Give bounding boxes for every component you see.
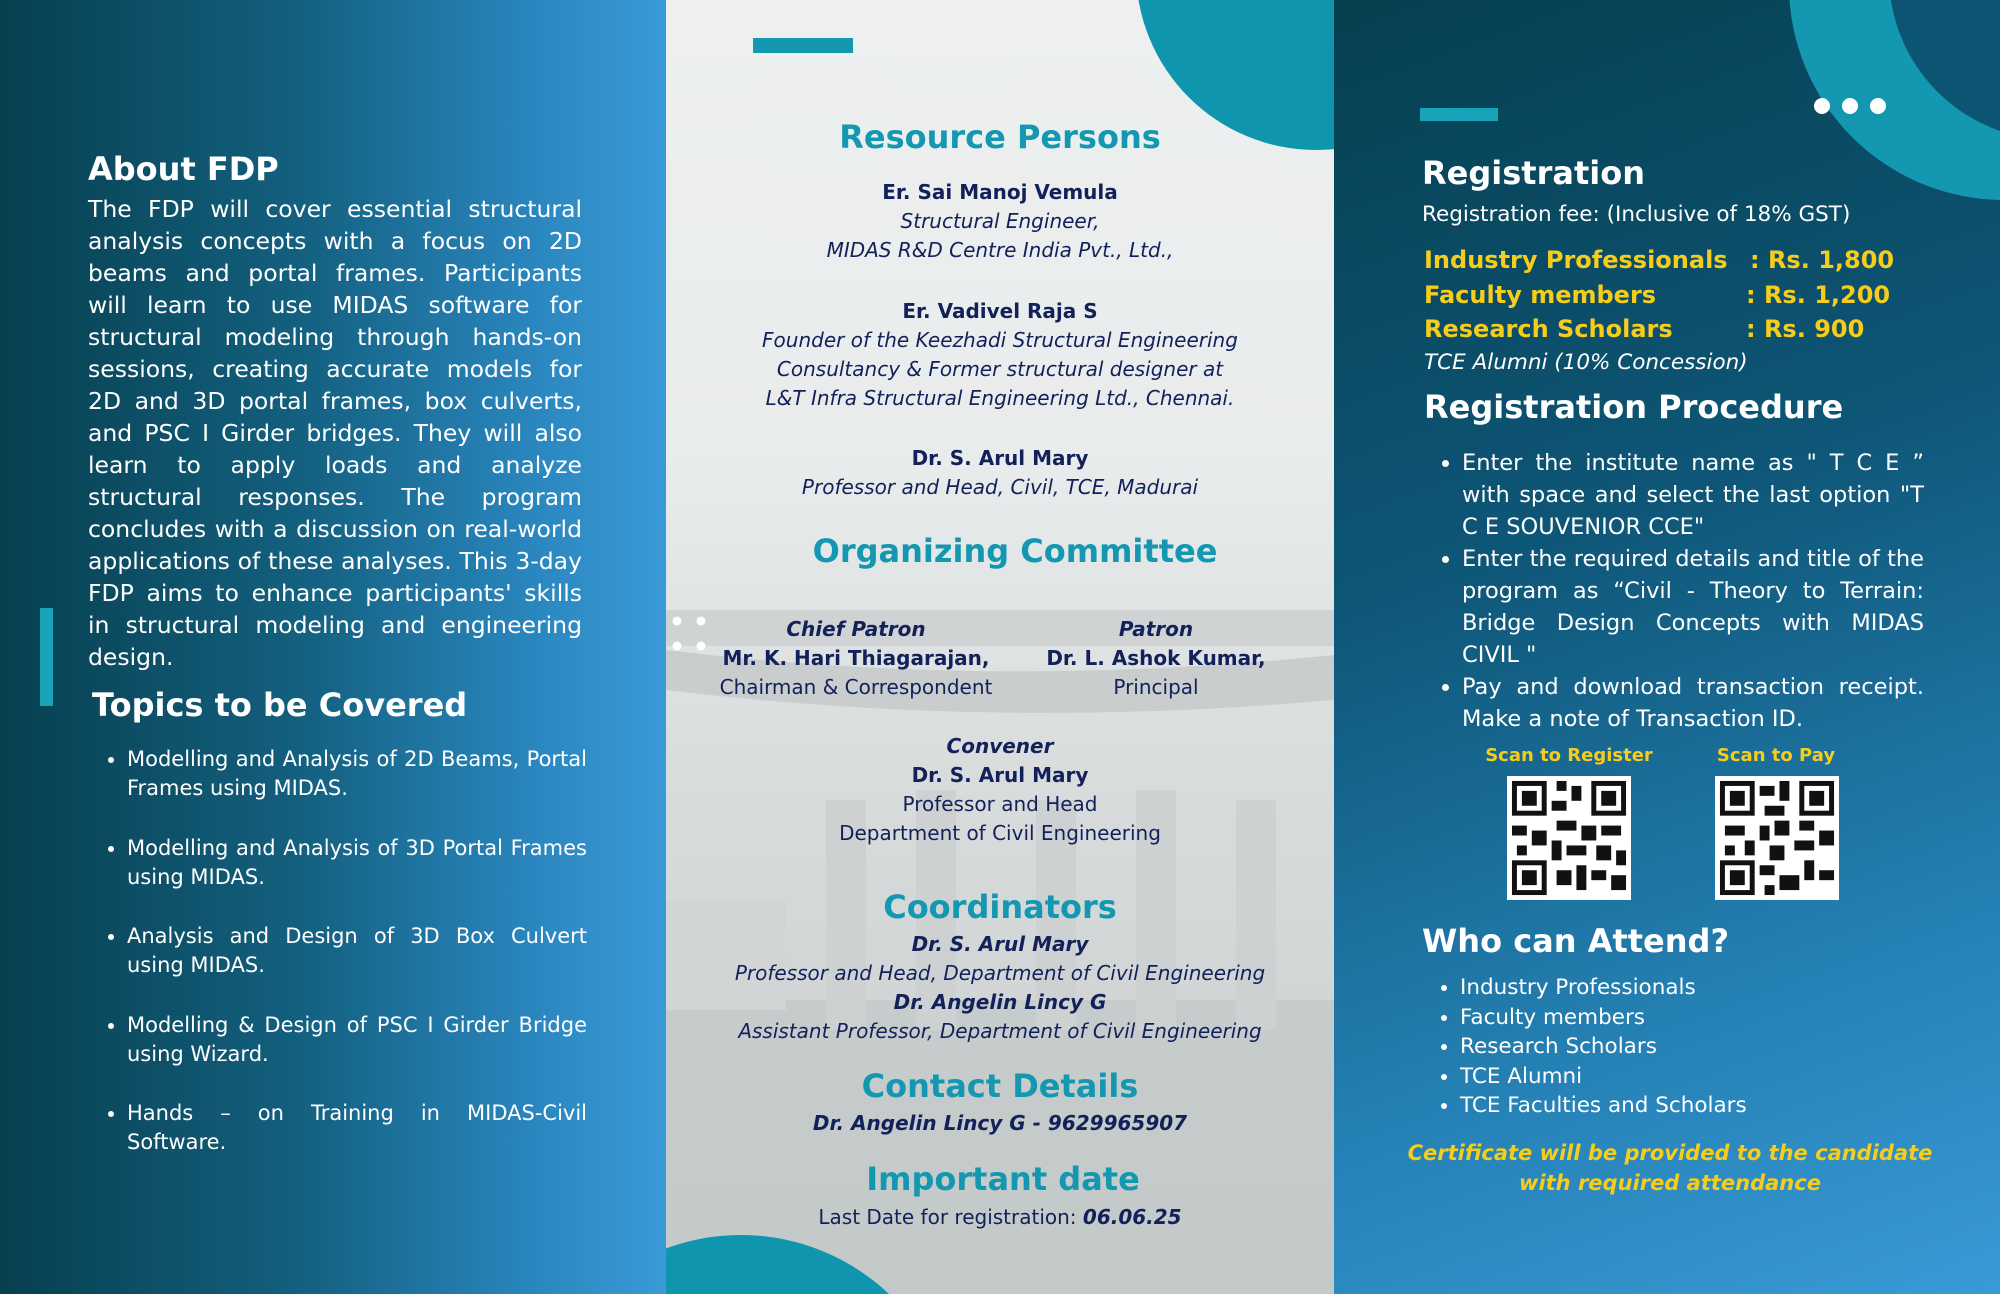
fee-row (1424, 281, 1904, 315)
person-title: Assistant Professor, Department of Civil Engineering (738, 1019, 1262, 1043)
committee-title: Organizing Committee (812, 532, 1218, 570)
patron (1046, 615, 1266, 702)
fee-note: Registration fee: (Inclusive of 18% GST) (1422, 202, 1851, 227)
left-panel (0, 0, 666, 1294)
topic-item: • Modelling and Analysis of 3D Portal Frames using MIDAS. (127, 834, 587, 923)
resource-person-3 (666, 444, 1334, 502)
who-item: • Research Scholars (1460, 1032, 1747, 1062)
alumni-note: TCE Alumni (10% Concession) (1424, 350, 1748, 375)
about-text: The FDP will cover essential structural analysis concepts with a focus on 2D beams and portal frames. Participants will learn to use MIDAS software for structural modeling through hands-on sessions, creating accurate models for 2D and 3D portal frames, box culverts, and PSC I Girder bridges. They will also learn to apply loads and analyze structural responses. The program concludes with a discussion on real-world applications of these analyses. This 3-day FDP aims to enhance participants' skills in structural modeling and engineering design. (88, 195, 582, 671)
register-qr-code[interactable] (1507, 776, 1631, 900)
pay-qr-code[interactable] (1715, 776, 1839, 900)
accent-dash (753, 38, 853, 53)
role-label: Patron (1118, 617, 1194, 641)
contact-title: Contact Details (861, 1067, 1139, 1105)
procedure-list (1462, 447, 1924, 735)
resource-person-2 (666, 297, 1334, 413)
important-date-title: Important date (866, 1160, 1140, 1198)
person-name: Mr. K. Hari Thiagarajan, (722, 646, 990, 670)
topic-item: • Modelling & Design of PSC I Girder Bridge using Wizard. (127, 1011, 587, 1100)
last-date-label: Last Date for registration: (818, 1205, 1083, 1229)
person-title: Professor and Head, Department of Civil Engineering (734, 961, 1266, 985)
qr-code-icon (1507, 776, 1631, 900)
topics-list (127, 745, 587, 1188)
who-list (1460, 973, 1747, 1121)
person-title: Principal (1113, 675, 1199, 699)
who-item: • TCE Alumni (1460, 1062, 1747, 1092)
person-name: Er. Vadivel Raja S (902, 299, 1098, 323)
scan-pay-label: Scan to Pay (1716, 745, 1836, 766)
registration-title: Registration (1422, 154, 1645, 192)
resource-person-1 (666, 178, 1334, 265)
person-title: Professor and Head (902, 792, 1098, 816)
right-panel (1334, 0, 2000, 1294)
fee-row (1424, 246, 1904, 280)
fee-label: Research Scholars (1424, 315, 1673, 343)
person-name: Er. Sai Manoj Vemula (882, 180, 1118, 204)
role-label: Convener (946, 734, 1054, 758)
last-date (666, 1205, 1334, 1229)
about-title: About FDP (88, 150, 279, 188)
procedure-title: Registration Procedure (1424, 388, 1844, 426)
fee-label: Faculty members (1424, 281, 1657, 309)
resource-title: Resource Persons (839, 118, 1161, 156)
procedure-step: • Pay and download transaction receipt. Make a note of Transaction ID. (1462, 671, 1924, 735)
person-line: L&T Infra Structural Engineering Ltd., Chennai. (765, 386, 1235, 410)
qr-code-icon (1715, 776, 1839, 900)
convener (666, 732, 1334, 848)
who-title: Who can Attend? (1422, 922, 1729, 960)
fee-label: Industry Professionals (1424, 246, 1728, 274)
fee-value: : Rs. 1,800 (1750, 246, 1895, 274)
person-line: Founder of the Keezhadi Structural Engineering (762, 328, 1238, 352)
person-name: Dr. Angelin Lincy G (893, 990, 1107, 1014)
last-date-value: 06.06.25 (1082, 1205, 1182, 1229)
certificate-note: Certificate will be provided to the candidate with required attendance (1407, 1141, 1933, 1195)
person-line: Professor and Head, Civil, TCE, Madurai (801, 475, 1199, 499)
role-label: Chief Patron (786, 617, 926, 641)
who-item: • TCE Faculties and Scholars (1460, 1091, 1747, 1121)
accent-bar (40, 608, 53, 706)
procedure-step: • Enter the institute name as " T C E ” with space and select the last option "T C E SOUVENIOR CCE" (1462, 447, 1924, 543)
contact-info: Dr. Angelin Lincy G - 9629965907 (812, 1111, 1188, 1135)
coordinators-list (666, 930, 1334, 1046)
fee-row (1424, 315, 1904, 349)
person-title: Department of Civil Engineering (839, 821, 1161, 845)
who-item: • Faculty members (1460, 1003, 1747, 1033)
person-line: Consultancy & Former structural designer at (776, 357, 1224, 381)
coordinators-title: Coordinators (883, 888, 1117, 926)
person-title: Chairman & Correspondent (719, 675, 993, 699)
fee-value: : Rs. 1,200 (1746, 281, 1891, 309)
fee-value: : Rs. 900 (1746, 315, 1865, 343)
person-name: Dr. S. Arul Mary (911, 932, 1089, 956)
person-name: Dr. L. Ashok Kumar, (1046, 646, 1266, 670)
topic-item: • Analysis and Design of 3D Box Culvert using MIDAS. (127, 922, 587, 1011)
accent-dash (1420, 108, 1498, 121)
topic-item: • Hands – on Training in MIDAS-Civil Software. (127, 1099, 587, 1188)
topic-item: • Modelling and Analysis of 2D Beams, Portal Frames using MIDAS. (127, 745, 587, 834)
person-name: Dr. S. Arul Mary (911, 763, 1089, 787)
scan-register-label: Scan to Register (1485, 745, 1653, 766)
middle-panel (666, 0, 1334, 1294)
procedure-step: • Enter the required details and title of the program as “Civil - Theory to Terrain: Bridge Design Concepts with MIDAS CIVIL " (1462, 543, 1924, 671)
chief-patron (706, 615, 1006, 702)
person-name: Dr. S. Arul Mary (911, 446, 1089, 470)
who-item: • Industry Professionals (1460, 973, 1747, 1003)
dots-decoration (1810, 94, 1890, 118)
person-line: MIDAS R&D Centre India Pvt., Ltd., (826, 238, 1174, 262)
person-line: Structural Engineer, (900, 209, 1100, 233)
topics-title: Topics to be Covered (92, 686, 468, 724)
